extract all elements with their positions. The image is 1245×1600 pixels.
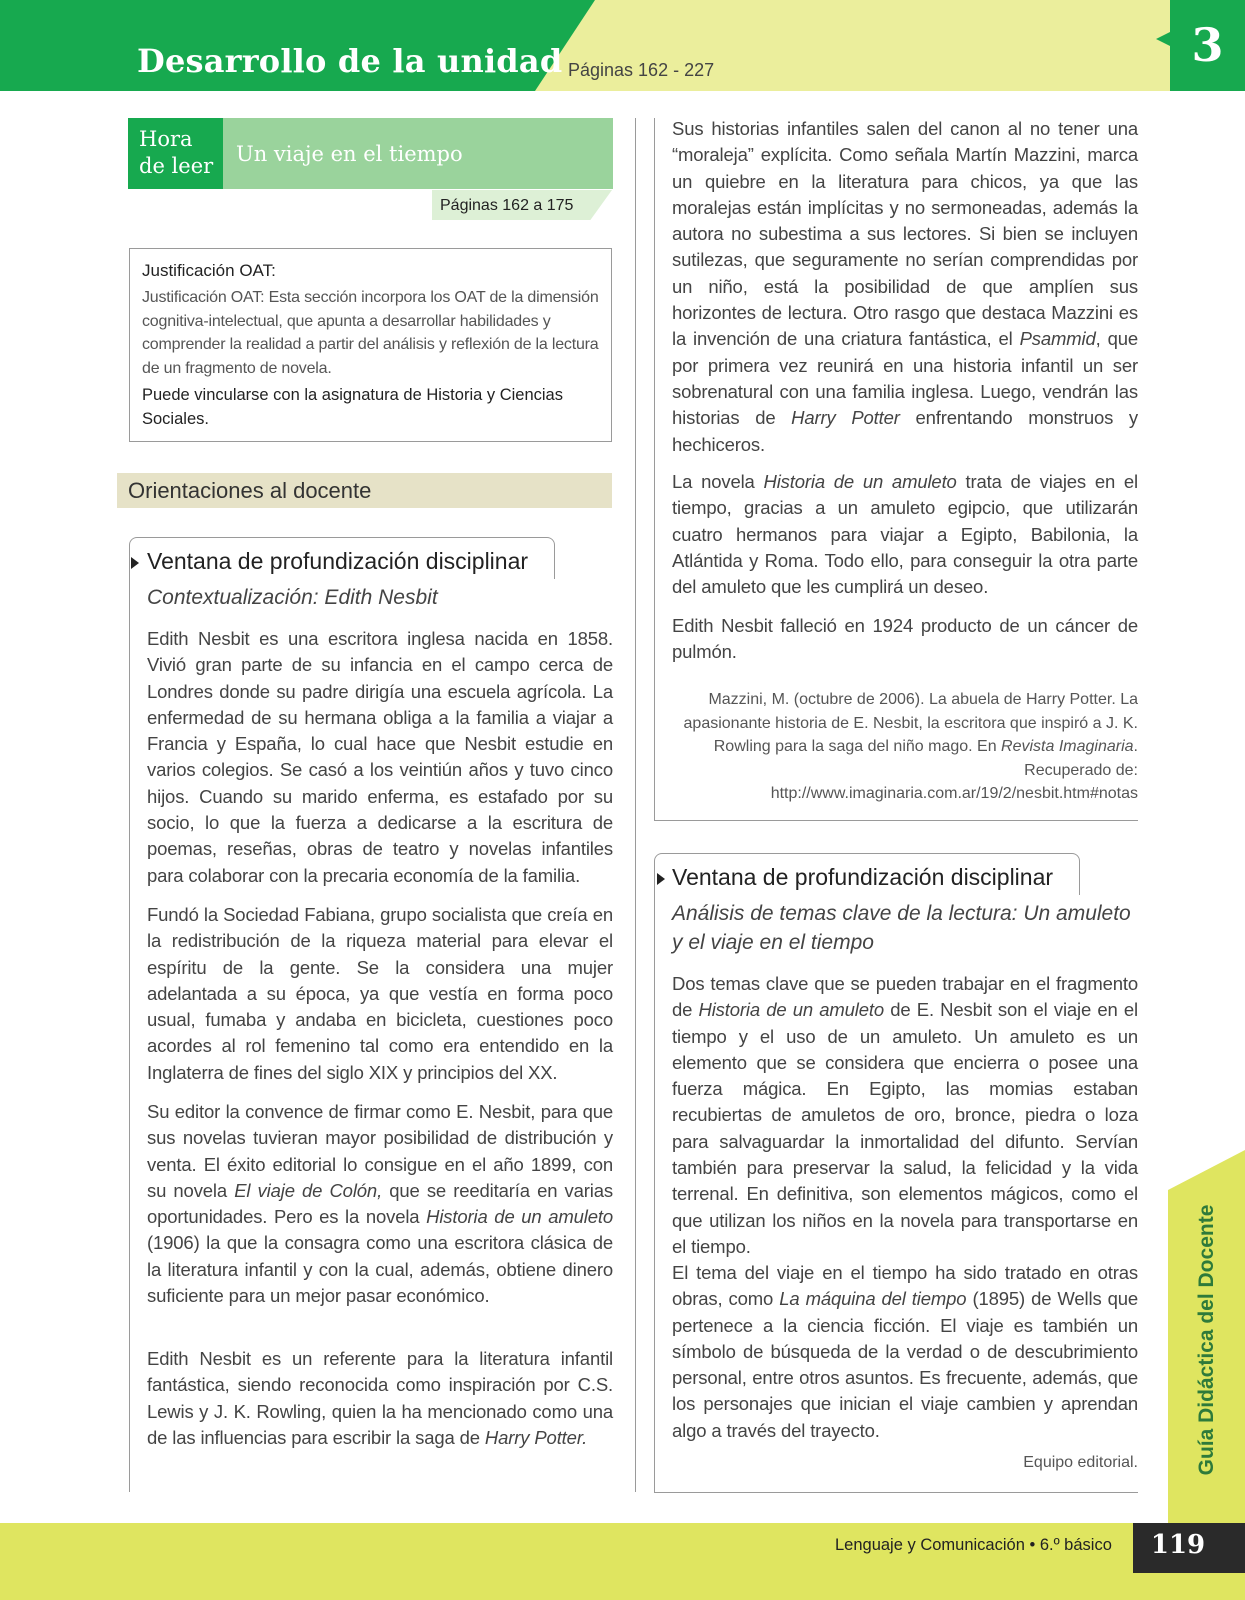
continuation-paragraph-2: La novela Historia de un amuleto trata de viajes en el tiempo, gracias a un amuleto egipcio, que utilizarán cuatro hermanos para viajar a Egipto, Babilonia, la Atlántida y Roma. Todo ello, para conseguir la otra parte del amuleto que les cumplirá un deseo.	[672, 471, 1138, 598]
unit-tab-notch-icon	[1156, 32, 1170, 46]
continuation-paragraph-3: Edith Nesbit falleció en 1924 producto de un cáncer de pulmón.	[672, 615, 1138, 663]
section2-paragraph-1: Dos temas clave que se pueden trabajar en el fragmento de Historia de un amuleto de E. Nesbit son el viaje en el tiempo y el uso de un amuleto. Un amuleto es un elemento que se considera que encierra o posee una fuerza mágica. En Egipto, las momias estaban recubiertas de amuletos de oro, bronce, piedra o loza para salvaguardar la inmortalidad del difunto. Servían también para preservar la salud, la felicidad y la vida terrenal. En definitiva, son elementos mágicos, como el que utilizan los niños en la novela para transportarse en el tiempo.	[672, 973, 1138, 1257]
section2-paragraph-2: El tema del viaje en el tiempo ha sido tratado en otras obras, como La máquina del tiempo (1895) de Wells que pertenece a la ciencia ficción. El viaje es también un símbolo de búsqueda de la verdad o de descubrimiento personal, entre otros asuntos. Es frecuente, además, que los personajes que inician el viaje cambien y aprendan algo a través del trayecto.	[672, 1262, 1139, 1441]
section1-paragraph-4: Edith Nesbit es un referente para la literatura infantil fantástica, siendo reconocida como inspiración por C.S. Lewis y J. K. Rowling, quien la ha mencionado como una de las influencias para escribir la saga de Harry Potter.	[147, 1348, 613, 1448]
oat-heading: Justificación OAT:	[142, 261, 276, 280]
oat-body: Justificación OAT: Esta sección incorpora los OAT de la dimensión cognitiva-intelectual, que apunta a desarrollar habilidades y comprender la realidad a partir del análisis y reflexión de la lectura de un fragmento de novela.	[142, 289, 599, 377]
section1-title: Ventana de profundización disciplinar	[147, 548, 529, 574]
section2-title: Ventana de profundización disciplinar	[672, 864, 1054, 890]
page-title: Desarrollo de la unidad	[137, 42, 563, 80]
orientaciones-title: Orientaciones al docente	[128, 478, 372, 503]
reading-pages: Páginas 162 a 175	[440, 197, 574, 214]
hora-label-line1: Hora	[139, 127, 193, 151]
footer-subject: Lenguaje y Comunicación • 6.º básico	[835, 1536, 1112, 1554]
continuation-left-rule	[654, 118, 655, 820]
header-pages: Páginas 162 - 227	[568, 60, 715, 80]
section1-left-rule	[129, 555, 130, 1492]
hora-label-line2: de leer	[139, 154, 214, 178]
section2-subtitle-line1: Análisis de temas clave de la lectura: Un amuleto	[672, 902, 1131, 925]
section1-paragraph-2: Fundó la Sociedad Fabiana, grupo socialista que creía en la redistribución de la riqueza material para elevar el espíritu de la gente. Se la considera una mujer adelantada a su época, ya que vestía en forma poco usual, fumaba y andaba en bicicleta, cuestiones poco acordes al rol femenino tal como era entendido en la Inglaterra de fines del siglo XIX y principios del XX.	[147, 904, 613, 1083]
page-number: 119	[1150, 1530, 1206, 1560]
triangle-right-icon	[657, 873, 665, 885]
column-divider	[635, 118, 636, 1492]
oat-link-text: Puede vincularse con la asignatura de Historia y Ciencias Sociales.	[142, 386, 563, 428]
section2-credit: Equipo editorial.	[1023, 1454, 1138, 1471]
unit-number: 3	[1191, 18, 1224, 72]
section2-left-rule	[654, 870, 655, 1492]
continuation-paragraph-1: Sus historias infantiles salen del canon al no tener una “moraleja” explícita. Como señala Martín Mazzini, marca un quiebre en la literatura para chicos, ya que las moralejas están implícitas y no sermoneadas, además la autora no subestima a sus lectores. Si bien se incluyen sutilezas, que seguramente no serían comprendidas por un niño, está la posibilidad de que amplíen sus horizontes de lectura. Otro rasgo que destaca Mazzini es la invención de una criatura fantástica, el Psammid, que por primera vez reunirá en una historia infantil un ser sobrenatural con una familia inglesa. Luego, vendrán las historias de Harry Potter enfrentando monstruos y hechiceros.	[672, 118, 1139, 455]
hora-de-leer-label	[139, 126, 213, 180]
continuation-bottom-rule	[654, 820, 1138, 821]
reference-citation: Mazzini, M. (octubre de 2006). La abuela de Harry Potter. La apasionante historia de E. Nesbit, la escritora que inspiró a J. K. Rowling para la saga del niño mago. En Revista Imaginaria. Recuperado de: http://www.imaginaria.com.ar/19/2/nesbit.htm#notas	[683, 691, 1138, 802]
section2-bottom-rule	[654, 1492, 1138, 1493]
section2-subtitle	[672, 899, 1131, 957]
section2-subtitle-line2: y el viaje en el tiempo	[672, 931, 874, 954]
reading-title: Un viaje en el tiempo	[236, 142, 463, 166]
side-tab-label: Guía Didáctica del Docente	[1195, 1204, 1218, 1476]
section1-paragraph-3: Su editor la convence de firmar como E. Nesbit, para que sus novelas tuvieran mayor posibilidad de distribución y venta. El éxito editorial lo consigue en el año 1899, con su novela El viaje de Colón, que se reeditaría en varias oportunidades. Pero es la novela Historia de un amuleto (1906) la que la consagra como una escritora clásica de la literatura infantil y con la cual, además, obtiene dinero suficiente para un mejor pasar económico.	[147, 1101, 613, 1307]
section1-subtitle: Contextualización: Edith Nesbit	[147, 586, 438, 609]
triangle-right-icon	[131, 557, 139, 569]
section1-paragraph-1: Edith Nesbit es una escritora inglesa nacida en 1858. Vivió gran parte de su infancia en el campo cerca de Londres donde su padre dirigía una escuela agrícola. La enfermedad de su hermana obliga a la familia a viajar a Francia y España, lo cual hace que Nesbit estudie en varios colegios. Se casó a los veintiún años y tuvo cinco hijos. Cuando su marido enferma, es estafado por su socio, lo que la fuerza a dedicarse a la escritura de poemas, reseñas, obras de teatro y novelas infantiles para colaborar con la precaria economía de la familia.	[147, 628, 613, 886]
footer-band	[0, 1523, 1245, 1600]
